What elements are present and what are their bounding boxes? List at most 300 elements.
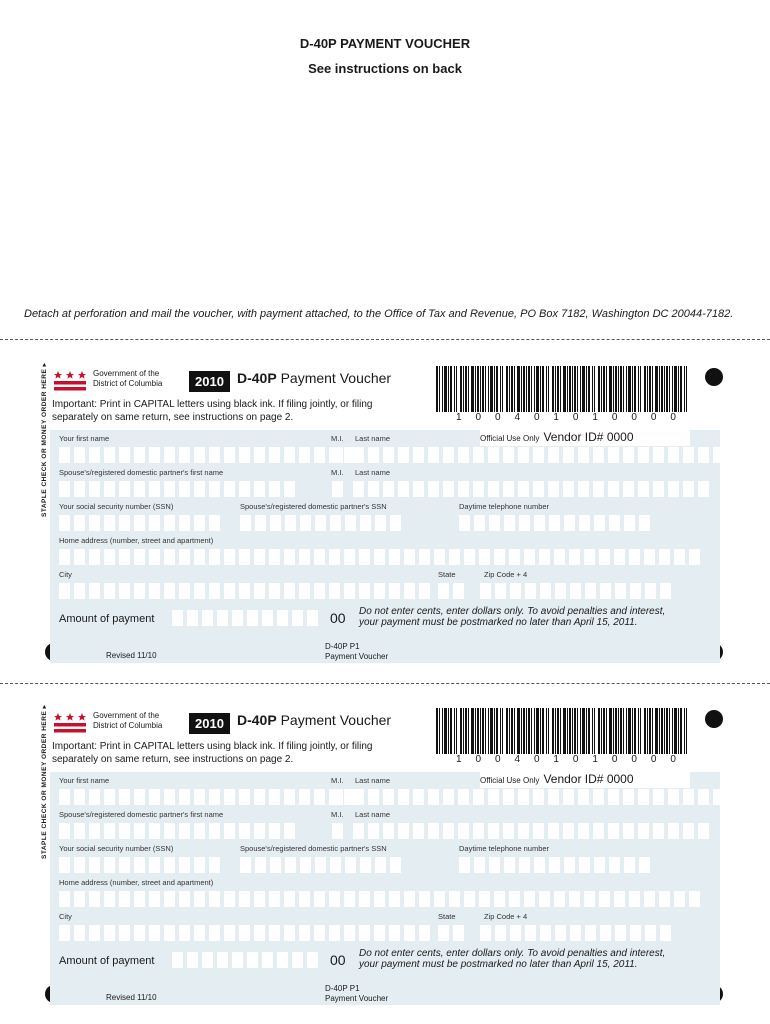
- char-box[interactable]: [269, 891, 280, 907]
- char-box[interactable]: [239, 549, 250, 565]
- char-box[interactable]: [548, 789, 559, 805]
- char-box[interactable]: [683, 789, 694, 805]
- char-box[interactable]: [518, 481, 529, 497]
- char-box[interactable]: [179, 857, 190, 873]
- char-box[interactable]: [209, 481, 220, 497]
- char-box[interactable]: [555, 583, 566, 599]
- char-box[interactable]: [239, 891, 250, 907]
- char-box[interactable]: [728, 447, 739, 463]
- char-box[interactable]: [524, 549, 535, 565]
- address-field[interactable]: [59, 549, 704, 565]
- char-box[interactable]: [269, 549, 280, 565]
- char-box[interactable]: [89, 515, 100, 531]
- char-box[interactable]: [653, 481, 664, 497]
- char-box[interactable]: [368, 823, 379, 839]
- char-box[interactable]: [332, 447, 343, 463]
- char-box[interactable]: [519, 515, 530, 531]
- char-box[interactable]: [473, 823, 484, 839]
- zip-field[interactable]: [480, 583, 675, 599]
- char-box[interactable]: [360, 857, 371, 873]
- char-box[interactable]: [164, 583, 175, 599]
- char-box[interactable]: [330, 515, 341, 531]
- char-box[interactable]: [563, 823, 574, 839]
- char-box[interactable]: [473, 481, 484, 497]
- char-box[interactable]: [503, 447, 514, 463]
- char-box[interactable]: [277, 610, 288, 626]
- char-box[interactable]: [89, 549, 100, 565]
- char-box[interactable]: [59, 789, 70, 805]
- char-box[interactable]: [284, 549, 295, 565]
- char-box[interactable]: [179, 891, 190, 907]
- char-box[interactable]: [254, 823, 265, 839]
- char-box[interactable]: [284, 789, 295, 805]
- char-box[interactable]: [489, 515, 500, 531]
- char-box[interactable]: [353, 447, 364, 463]
- char-box[interactable]: [458, 447, 469, 463]
- char-box[interactable]: [743, 789, 754, 805]
- char-box[interactable]: [254, 891, 265, 907]
- char-box[interactable]: [292, 952, 303, 968]
- char-box[interactable]: [285, 857, 296, 873]
- char-box[interactable]: [254, 481, 265, 497]
- char-box[interactable]: [548, 447, 559, 463]
- zip-field[interactable]: [480, 925, 675, 941]
- char-box[interactable]: [332, 789, 343, 805]
- char-box[interactable]: [374, 891, 385, 907]
- char-box[interactable]: [119, 549, 130, 565]
- char-box[interactable]: [104, 515, 115, 531]
- char-box[interactable]: [413, 481, 424, 497]
- city-field[interactable]: [59, 583, 434, 599]
- mi-field[interactable]: [332, 789, 347, 805]
- char-box[interactable]: [473, 789, 484, 805]
- char-box[interactable]: [353, 481, 364, 497]
- char-box[interactable]: [623, 447, 634, 463]
- spouse-mi-field[interactable]: [332, 481, 347, 497]
- char-box[interactable]: [698, 823, 709, 839]
- char-box[interactable]: [698, 447, 709, 463]
- char-box[interactable]: [539, 549, 550, 565]
- char-box[interactable]: [540, 925, 551, 941]
- char-box[interactable]: [149, 549, 160, 565]
- char-box[interactable]: [254, 789, 265, 805]
- char-box[interactable]: [194, 891, 205, 907]
- char-box[interactable]: [217, 952, 228, 968]
- char-box[interactable]: [314, 447, 325, 463]
- char-box[interactable]: [480, 583, 491, 599]
- char-box[interactable]: [330, 857, 341, 873]
- char-box[interactable]: [299, 925, 310, 941]
- char-box[interactable]: [398, 481, 409, 497]
- char-box[interactable]: [74, 549, 85, 565]
- char-box[interactable]: [314, 789, 325, 805]
- char-box[interactable]: [134, 447, 145, 463]
- char-box[interactable]: [674, 549, 685, 565]
- spouse-first-name-field[interactable]: [59, 481, 299, 497]
- char-box[interactable]: [59, 583, 70, 599]
- last-name-field[interactable]: [353, 447, 758, 463]
- char-box[interactable]: [149, 925, 160, 941]
- char-box[interactable]: [255, 515, 266, 531]
- char-box[interactable]: [164, 481, 175, 497]
- char-box[interactable]: [300, 857, 311, 873]
- char-box[interactable]: [59, 891, 70, 907]
- char-box[interactable]: [659, 549, 670, 565]
- char-box[interactable]: [653, 823, 664, 839]
- char-box[interactable]: [240, 857, 251, 873]
- char-box[interactable]: [593, 789, 604, 805]
- char-box[interactable]: [179, 481, 190, 497]
- char-box[interactable]: [368, 447, 379, 463]
- char-box[interactable]: [443, 481, 454, 497]
- char-box[interactable]: [299, 891, 310, 907]
- char-box[interactable]: [254, 583, 265, 599]
- char-box[interactable]: [594, 857, 605, 873]
- char-box[interactable]: [638, 447, 649, 463]
- char-box[interactable]: [609, 857, 620, 873]
- char-box[interactable]: [480, 925, 491, 941]
- char-box[interactable]: [563, 789, 574, 805]
- char-box[interactable]: [262, 952, 273, 968]
- char-box[interactable]: [270, 857, 281, 873]
- char-box[interactable]: [569, 549, 580, 565]
- char-box[interactable]: [503, 481, 514, 497]
- char-box[interactable]: [713, 789, 724, 805]
- char-box[interactable]: [299, 549, 310, 565]
- char-box[interactable]: [509, 891, 520, 907]
- char-box[interactable]: [149, 891, 160, 907]
- char-box[interactable]: [533, 447, 544, 463]
- char-box[interactable]: [434, 549, 445, 565]
- char-box[interactable]: [89, 823, 100, 839]
- char-box[interactable]: [329, 925, 340, 941]
- char-box[interactable]: [443, 447, 454, 463]
- char-box[interactable]: [74, 925, 85, 941]
- char-box[interactable]: [479, 891, 490, 907]
- char-box[interactable]: [134, 515, 145, 531]
- char-box[interactable]: [194, 583, 205, 599]
- char-box[interactable]: [479, 549, 490, 565]
- char-box[interactable]: [179, 583, 190, 599]
- char-box[interactable]: [149, 447, 160, 463]
- char-box[interactable]: [533, 481, 544, 497]
- char-box[interactable]: [404, 583, 415, 599]
- char-box[interactable]: [134, 857, 145, 873]
- char-box[interactable]: [353, 789, 364, 805]
- char-box[interactable]: [503, 823, 514, 839]
- char-box[interactable]: [419, 549, 430, 565]
- char-box[interactable]: [524, 891, 535, 907]
- char-box[interactable]: [299, 583, 310, 599]
- last-name-field[interactable]: [353, 789, 758, 805]
- char-box[interactable]: [224, 789, 235, 805]
- char-box[interactable]: [239, 823, 250, 839]
- char-box[interactable]: [269, 789, 280, 805]
- char-box[interactable]: [194, 789, 205, 805]
- char-box[interactable]: [314, 891, 325, 907]
- char-box[interactable]: [743, 447, 754, 463]
- char-box[interactable]: [74, 823, 85, 839]
- char-box[interactable]: [509, 549, 520, 565]
- char-box[interactable]: [459, 515, 470, 531]
- char-box[interactable]: [209, 447, 220, 463]
- char-box[interactable]: [489, 857, 500, 873]
- char-box[interactable]: [240, 515, 251, 531]
- char-box[interactable]: [614, 549, 625, 565]
- char-box[interactable]: [608, 789, 619, 805]
- char-box[interactable]: [164, 823, 175, 839]
- char-box[interactable]: [269, 583, 280, 599]
- char-box[interactable]: [255, 857, 266, 873]
- char-box[interactable]: [74, 447, 85, 463]
- char-box[interactable]: [389, 925, 400, 941]
- char-box[interactable]: [224, 549, 235, 565]
- char-box[interactable]: [329, 549, 340, 565]
- char-box[interactable]: [645, 583, 656, 599]
- first-name-field[interactable]: [59, 447, 359, 463]
- char-box[interactable]: [314, 925, 325, 941]
- char-box[interactable]: [608, 447, 619, 463]
- char-box[interactable]: [104, 925, 115, 941]
- char-box[interactable]: [564, 857, 575, 873]
- char-box[interactable]: [578, 789, 589, 805]
- char-box[interactable]: [209, 891, 220, 907]
- char-box[interactable]: [615, 925, 626, 941]
- char-box[interactable]: [187, 952, 198, 968]
- char-box[interactable]: [555, 925, 566, 941]
- char-box[interactable]: [449, 891, 460, 907]
- char-box[interactable]: [464, 891, 475, 907]
- char-box[interactable]: [713, 447, 724, 463]
- char-box[interactable]: [59, 481, 70, 497]
- char-box[interactable]: [134, 891, 145, 907]
- char-box[interactable]: [533, 789, 544, 805]
- char-box[interactable]: [375, 515, 386, 531]
- char-box[interactable]: [569, 891, 580, 907]
- char-box[interactable]: [390, 857, 401, 873]
- char-box[interactable]: [119, 583, 130, 599]
- char-box[interactable]: [488, 823, 499, 839]
- char-box[interactable]: [390, 515, 401, 531]
- char-box[interactable]: [398, 447, 409, 463]
- char-box[interactable]: [464, 549, 475, 565]
- char-box[interactable]: [164, 891, 175, 907]
- char-box[interactable]: [344, 891, 355, 907]
- char-box[interactable]: [239, 447, 250, 463]
- char-box[interactable]: [104, 447, 115, 463]
- char-box[interactable]: [504, 857, 515, 873]
- char-box[interactable]: [629, 891, 640, 907]
- char-box[interactable]: [194, 515, 205, 531]
- phone-field[interactable]: [459, 515, 654, 531]
- char-box[interactable]: [495, 583, 506, 599]
- char-box[interactable]: [653, 447, 664, 463]
- char-box[interactable]: [299, 789, 310, 805]
- char-box[interactable]: [164, 925, 175, 941]
- char-box[interactable]: [119, 481, 130, 497]
- char-box[interactable]: [247, 952, 258, 968]
- char-box[interactable]: [254, 549, 265, 565]
- char-box[interactable]: [428, 823, 439, 839]
- char-box[interactable]: [164, 549, 175, 565]
- char-box[interactable]: [534, 515, 545, 531]
- char-box[interactable]: [368, 481, 379, 497]
- char-box[interactable]: [89, 925, 100, 941]
- char-box[interactable]: [277, 952, 288, 968]
- char-box[interactable]: [495, 925, 506, 941]
- char-box[interactable]: [579, 857, 590, 873]
- char-box[interactable]: [623, 823, 634, 839]
- char-box[interactable]: [630, 583, 641, 599]
- char-box[interactable]: [329, 583, 340, 599]
- char-box[interactable]: [443, 823, 454, 839]
- char-box[interactable]: [404, 549, 415, 565]
- char-box[interactable]: [389, 891, 400, 907]
- char-box[interactable]: [639, 857, 650, 873]
- char-box[interactable]: [638, 789, 649, 805]
- char-box[interactable]: [269, 925, 280, 941]
- state-field[interactable]: [438, 583, 468, 599]
- char-box[interactable]: [284, 583, 295, 599]
- char-box[interactable]: [623, 789, 634, 805]
- char-box[interactable]: [149, 583, 160, 599]
- char-box[interactable]: [449, 549, 460, 565]
- char-box[interactable]: [488, 481, 499, 497]
- char-box[interactable]: [698, 789, 709, 805]
- char-box[interactable]: [315, 857, 326, 873]
- char-box[interactable]: [164, 789, 175, 805]
- char-box[interactable]: [434, 891, 445, 907]
- char-box[interactable]: [314, 583, 325, 599]
- char-box[interactable]: [359, 583, 370, 599]
- char-box[interactable]: [443, 789, 454, 805]
- char-box[interactable]: [638, 823, 649, 839]
- char-box[interactable]: [292, 610, 303, 626]
- char-box[interactable]: [119, 925, 130, 941]
- char-box[interactable]: [254, 925, 265, 941]
- first-name-field[interactable]: [59, 789, 359, 805]
- char-box[interactable]: [74, 515, 85, 531]
- char-box[interactable]: [344, 549, 355, 565]
- char-box[interactable]: [549, 515, 560, 531]
- char-box[interactable]: [570, 925, 581, 941]
- char-box[interactable]: [578, 823, 589, 839]
- char-box[interactable]: [179, 823, 190, 839]
- char-box[interactable]: [503, 789, 514, 805]
- char-box[interactable]: [584, 891, 595, 907]
- spouse-ssn-field[interactable]: [240, 857, 405, 873]
- char-box[interactable]: [374, 925, 385, 941]
- char-box[interactable]: [315, 515, 326, 531]
- char-box[interactable]: [609, 515, 620, 531]
- char-box[interactable]: [284, 925, 295, 941]
- char-box[interactable]: [585, 925, 596, 941]
- char-box[interactable]: [458, 481, 469, 497]
- char-box[interactable]: [344, 583, 355, 599]
- char-box[interactable]: [284, 447, 295, 463]
- char-box[interactable]: [209, 515, 220, 531]
- spouse-ssn-field[interactable]: [240, 515, 405, 531]
- char-box[interactable]: [488, 447, 499, 463]
- char-box[interactable]: [608, 823, 619, 839]
- char-box[interactable]: [659, 891, 670, 907]
- char-box[interactable]: [299, 447, 310, 463]
- char-box[interactable]: [518, 447, 529, 463]
- char-box[interactable]: [332, 823, 343, 839]
- char-box[interactable]: [653, 789, 664, 805]
- char-box[interactable]: [74, 481, 85, 497]
- char-box[interactable]: [419, 583, 430, 599]
- char-box[interactable]: [644, 891, 655, 907]
- char-box[interactable]: [413, 789, 424, 805]
- char-box[interactable]: [645, 925, 656, 941]
- char-box[interactable]: [224, 891, 235, 907]
- char-box[interactable]: [262, 610, 273, 626]
- char-box[interactable]: [149, 823, 160, 839]
- char-box[interactable]: [549, 857, 560, 873]
- char-box[interactable]: [474, 857, 485, 873]
- char-box[interactable]: [59, 925, 70, 941]
- char-box[interactable]: [119, 515, 130, 531]
- char-box[interactable]: [689, 549, 700, 565]
- char-box[interactable]: [224, 583, 235, 599]
- char-box[interactable]: [389, 583, 400, 599]
- char-box[interactable]: [194, 481, 205, 497]
- char-box[interactable]: [224, 925, 235, 941]
- char-box[interactable]: [345, 515, 356, 531]
- char-box[interactable]: [383, 789, 394, 805]
- char-box[interactable]: [570, 583, 581, 599]
- char-box[interactable]: [728, 789, 739, 805]
- char-box[interactable]: [594, 515, 605, 531]
- char-box[interactable]: [194, 857, 205, 873]
- char-box[interactable]: [624, 515, 635, 531]
- char-box[interactable]: [104, 583, 115, 599]
- char-box[interactable]: [104, 789, 115, 805]
- char-box[interactable]: [74, 789, 85, 805]
- char-box[interactable]: [209, 789, 220, 805]
- char-box[interactable]: [232, 952, 243, 968]
- char-box[interactable]: [474, 515, 485, 531]
- char-box[interactable]: [149, 515, 160, 531]
- char-box[interactable]: [239, 925, 250, 941]
- char-box[interactable]: [578, 481, 589, 497]
- char-box[interactable]: [247, 610, 258, 626]
- char-box[interactable]: [600, 583, 611, 599]
- char-box[interactable]: [172, 952, 183, 968]
- char-box[interactable]: [119, 447, 130, 463]
- char-box[interactable]: [194, 823, 205, 839]
- char-box[interactable]: [428, 481, 439, 497]
- char-box[interactable]: [179, 925, 190, 941]
- char-box[interactable]: [584, 549, 595, 565]
- char-box[interactable]: [134, 481, 145, 497]
- char-box[interactable]: [554, 549, 565, 565]
- char-box[interactable]: [683, 823, 694, 839]
- char-box[interactable]: [593, 481, 604, 497]
- char-box[interactable]: [548, 481, 559, 497]
- char-box[interactable]: [179, 515, 190, 531]
- char-box[interactable]: [374, 583, 385, 599]
- char-box[interactable]: [668, 481, 679, 497]
- state-field[interactable]: [438, 925, 468, 941]
- phone-field[interactable]: [459, 857, 654, 873]
- char-box[interactable]: [563, 447, 574, 463]
- char-box[interactable]: [629, 549, 640, 565]
- char-box[interactable]: [59, 549, 70, 565]
- char-box[interactable]: [488, 789, 499, 805]
- char-box[interactable]: [269, 481, 280, 497]
